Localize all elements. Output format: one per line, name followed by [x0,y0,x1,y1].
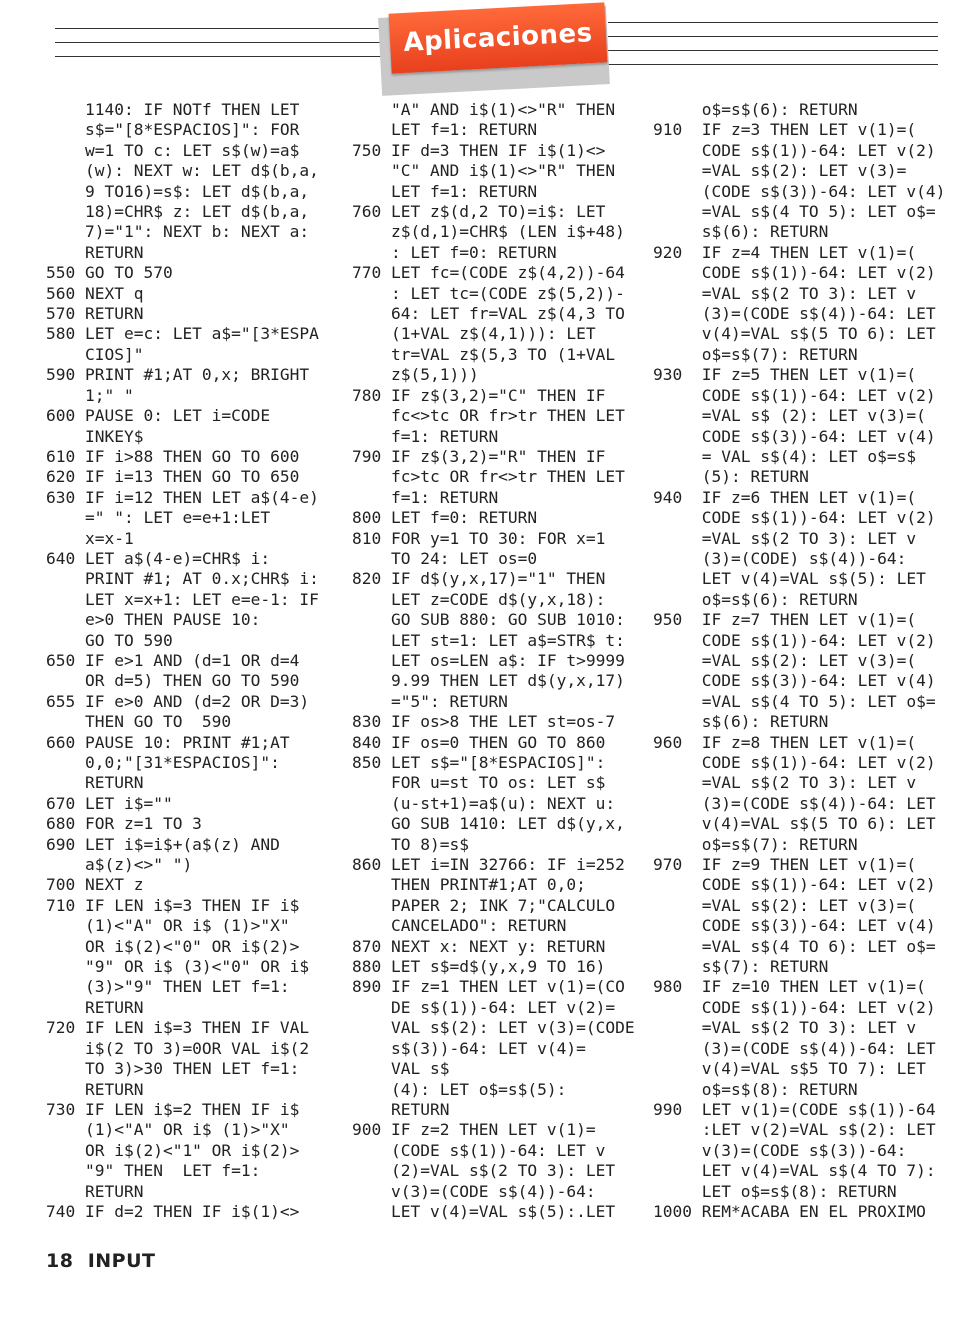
code-line: CIOS]" [46,344,144,364]
code-line: 980 IF z=10 THEN LET v(1)=( [653,977,926,997]
code-line: CODE s$(3))-64: LET v(4) [653,916,936,936]
code-line: s$(6): RETURN [653,712,829,732]
code-line: 610 IF i>88 THEN GO TO 600 [46,446,300,466]
code-line: INKEY$ [46,426,144,446]
code-line: 660 PAUSE 10: PRINT #1;AT [46,732,290,752]
header-rule-right-3 [608,50,938,51]
code-line: LET f=1: RETURN [352,120,538,140]
code-line: (w): NEXT w: LET d$(b,a, [46,161,319,181]
code-line: 64: LET fr=VAL z$(4,3 TO [352,304,625,324]
code-line: =VAL s$(4 TO 6): LET o$= [653,936,936,956]
code-line: FOR u=st TO os: LET s$ [352,773,606,793]
code-line: OR i$(2)<"0" OR i$(2)> [46,936,300,956]
code-line: (1)<"A" OR i$ (1)>"X" [46,1120,290,1140]
code-line: : LET f=0: RETURN [352,242,557,262]
header-rule-left-3 [55,56,390,57]
code-line: v(4)=VAL s$5 TO 7): LET [653,1059,926,1079]
code-line: 600 PAUSE 0: LET i=CODE [46,406,271,426]
code-line: 910 IF z=3 THEN LET v(1)=( [653,120,917,140]
code-line: :LET v(2)=VAL s$(2): LET [653,1120,936,1140]
code-line: 620 IF i=13 THEN GO TO 650 [46,467,300,487]
code-line: 930 IF z=5 THEN LET v(1)=( [653,365,917,385]
code-line: PRINT #1; AT 0.x;CHR$ i: [46,569,319,589]
section-title: Aplicaciones [402,18,594,58]
code-line: 920 IF z=4 THEN LET v(1)=( [653,242,917,262]
code-line: CODE s$(1))-64: LET v(2) [653,385,936,405]
code-line: 950 IF z=7 THEN LET v(1)=( [653,610,917,630]
code-line: e>0 THEN PAUSE 10: [46,610,261,630]
code-line: LET o$=s$(8): RETURN [653,1181,897,1201]
code-line: 970 IF z=9 THEN LET v(1)=( [653,855,917,875]
code-line: VAL s$(2): LET v(3)=(CODE [352,1018,635,1038]
code-line: 730 IF LEN i$=2 THEN IF i$ [46,1099,300,1119]
code-line: "9" THEN LET f=1: [46,1161,261,1181]
code-line: "9" OR i$ (3)<"0" OR i$ [46,957,310,977]
code-line: v(3)=(CODE s$(4))-64: [352,1181,596,1201]
code-line: (3)=(CODE s$(4))-64: LET [653,793,936,813]
code-line: z$(5,1))) [352,365,479,385]
code-line: 1000 REM*ACABA EN EL PROXIMO [653,1201,926,1221]
code-line: 940 IF z=6 THEN LET v(1)=( [653,487,917,507]
code-line: 810 FOR y=1 TO 30: FOR x=1 [352,528,606,548]
code-line: VAL s$ [352,1059,450,1079]
code-line: CODE s$(1))-64: LET v(2) [653,997,936,1017]
code-line: o$=s$(6): RETURN [653,100,858,119]
code-line: 790 IF z$(3,2)="R" THEN IF [352,446,606,466]
code-line: RETURN [46,1079,144,1099]
code-line: 0,0;"[31*ESPACIOS]": [46,753,280,772]
code-line: s$(6): RETURN [653,222,829,242]
code-line: fc<>tc OR fr>tr THEN LET [352,406,625,426]
code-line: (3)=(CODE s$(4))-64: LET [653,304,936,324]
code-line: CODE s$(1))-64: LET v(2) [653,875,936,895]
code-line: CODE s$(1))-64: LET v(2) [653,753,936,772]
code-line: : LET tc=(CODE z$(5,2))- [352,283,625,303]
code-line: ="5": RETURN [352,691,508,711]
code-line: 570 RETURN [46,304,144,324]
code-line: =VAL s$(2 TO 3): LET v [653,528,917,548]
code-line: 1140: IF NOTf THEN LET [46,100,300,119]
code-line: =VAL s$(2 TO 3): LET v [653,283,917,303]
code-line: RETURN [46,242,144,262]
code-line: LET x=x+1: LET e=e-1: IF [46,589,319,609]
code-line: THEN PRINT#1;AT 0,0; [352,875,586,895]
code-line: 800 LET f=0: RETURN [352,508,538,528]
code-line: CODE s$(3))-64: LET v(4) [653,671,936,691]
code-line: s$(3))-64: LET v(4)= [352,1038,586,1058]
code-line: 880 LET s$=d$(y,x,9 TO 16) [352,957,606,977]
code-line: =VAL s$(2 TO 3): LET v [653,1018,917,1038]
header-rule-left-1 [55,28,390,29]
code-line: "A" AND i$(1)<>"R" THEN [352,100,616,119]
code-line: 820 IF d$(y,x,17)="1" THEN [352,569,606,589]
code-line: CANCELADO": RETURN [352,916,567,936]
code-line: RETURN [46,773,144,793]
code-line: "C" AND i$(1)<>"R" THEN [352,161,616,181]
code-line: DE s$(1))-64: LET v(2)= [352,997,616,1017]
code-line: 720 IF LEN i$=3 THEN IF VAL [46,1018,310,1038]
code-line: RETURN [46,997,144,1017]
code-line: OR i$(2)<"1" OR i$(2)> [46,1140,300,1160]
code-line: =" ": LET e=e+1:LET [46,508,271,528]
code-line: (2)=VAL s$(2 TO 3): LET [352,1161,616,1181]
code-line: a$(z)<>" ") [46,855,193,875]
code-line: z$(d,1)=CHR$ (LEN i$+48) [352,222,625,242]
code-line: v(4)=VAL s$(5 TO 6): LET [653,814,936,834]
code-line: 690 LET i$=i$+(a$(z) AND [46,834,280,854]
code-line: tr=VAL z$(5,3 TO (1+VAL [352,344,616,364]
header-rule-right-4 [608,64,938,65]
code-line: 890 IF z=1 THEN LET v(1)=(CO [352,977,625,997]
header-rule-right-1 [608,22,938,23]
code-line: 990 LET v(1)=(CODE s$(1))-64 [653,1099,936,1119]
code-line: 590 PRINT #1;AT 0,x; BRIGHT [46,365,310,385]
section-banner [389,2,608,73]
code-line: 18)=CHR$ z: LET d$(b,a, [46,202,310,222]
code-line: 560 NEXT q [46,283,144,303]
code-line: GO SUB 1410: LET d$(y,x, [352,814,625,834]
page-footer [46,1250,155,1272]
code-line: v(3)=(CODE s$(3))-64: [653,1140,907,1160]
code-line: (1)<"A" OR i$ (1)>"X" [46,916,290,936]
code-line: (CODE s$(3))-64: LET v(4) [653,181,946,201]
code-line: o$=s$(7): RETURN [653,834,858,854]
code-line: =VAL s$(2): LET v(3)=( [653,650,917,670]
code-line: (1+VAL z$(4,1))): LET [352,324,596,344]
code-line: LET st=1: LET a$=STR$ t: [352,630,625,650]
code-line: 670 LET i$="" [46,793,173,813]
code-line: =VAL s$(4 TO 5): LET o$= [653,202,936,222]
code-line: 650 IF e>1 AND (d=1 OR d=4 [46,650,300,670]
code-line: RETURN [46,1181,144,1201]
listing-column-3 [653,100,945,1222]
code-line: (4): LET o$=s$(5): [352,1079,567,1099]
code-line: 770 LET fc=(CODE z$(4,2))-64 [352,263,625,283]
code-line: i$(2 TO 3)=0OR VAL i$(2 [46,1038,310,1058]
code-line: 750 IF d=3 THEN IF i$(1)<> [352,140,606,160]
code-line: x=x-1 [46,528,134,548]
code-line: LET v(4)=VAL s$(5):.LET [352,1201,616,1221]
code-line: LET f=1: RETURN [352,181,538,201]
page-number: 18 [46,1250,74,1272]
code-line: 630 IF i=12 THEN LET a$(4-e) [46,487,319,507]
code-line: CODE s$(1))-64: LET v(2) [653,508,936,528]
code-line: v(4)=VAL s$(5 TO 6): LET [653,324,936,344]
code-line: (CODE s$(1))-64: LET v [352,1140,606,1160]
code-line: w=1 TO c: LET s$(w)=a$ [46,140,300,160]
code-line: 860 LET i=IN 32766: IF i=252 [352,855,625,875]
code-line: TO 3)>30 THEN LET f=1: [46,1059,300,1079]
code-line: 550 GO TO 570 [46,263,173,283]
code-line: o$=s$(6): RETURN [653,589,858,609]
code-line: PAPER 2; INK 7;"CALCULO [352,895,616,915]
code-line: 580 LET e=c: LET a$="[3*ESPA [46,324,319,344]
code-line: 780 IF z$(3,2)="C" THEN IF [352,385,606,405]
code-line: 870 NEXT x: NEXT y: RETURN [352,936,606,956]
code-line: 900 IF z=2 THEN LET v(1)= [352,1120,596,1140]
code-line: 740 IF d=2 THEN IF i$(1)<> [46,1201,300,1221]
code-line: =VAL s$ (2): LET v(3)=( [653,406,926,426]
code-line: LET v(4)=VAL s$(5): LET [653,569,926,589]
code-line: THEN GO TO 590 [46,712,232,732]
code-line: 700 NEXT z [46,875,144,895]
code-line: 850 LET s$="[8*ESPACIOS]": [352,753,606,772]
code-line: 7)="1": NEXT b: NEXT a: [46,222,310,242]
code-line: 9.99 THEN LET d$(y,x,17) [352,671,625,691]
code-line: (u-st+1)=a$(u): NEXT u: [352,793,616,813]
header-rule-right-2 [608,36,938,37]
code-line: CODE s$(3))-64: LET v(4) [653,426,936,446]
code-line: LET z=CODE d$(y,x,18): [352,589,606,609]
code-line: 1;" " [46,385,134,405]
code-line: s$(7): RETURN [653,957,829,977]
code-line: CODE s$(1))-64: LET v(2) [653,263,936,283]
code-line: CODE s$(1))-64: LET v(2) [653,140,936,160]
code-line: TO 8)=s$ [352,834,469,854]
code-line: = VAL s$(4): LET o$=s$ [653,446,917,466]
listing-column-1 [46,100,319,1222]
code-line: GO TO 590 [46,630,173,650]
code-line: 840 IF os=0 THEN GO TO 860 [352,732,606,752]
header-rule-left-2 [55,42,390,43]
code-line: CODE s$(1))-64: LET v(2) [653,630,936,650]
code-line: LET os=LEN a$: IF t>9999 [352,650,625,670]
code-line: 655 IF e>0 AND (d=2 OR D=3) [46,691,310,711]
code-line: 960 IF z=8 THEN LET v(1)=( [653,732,917,752]
code-line: f=1: RETURN [352,487,499,507]
code-line: 710 IF LEN i$=3 THEN IF i$ [46,895,300,915]
listing-column-2 [352,100,635,1222]
code-line: OR d=5) THEN GO TO 590 [46,671,300,691]
code-line: fc>tc OR fr<>tr THEN LET [352,467,625,487]
code-line: =VAL s$(2): LET v(3)=( [653,895,917,915]
code-line: (3)>"9" THEN LET f=1: [46,977,290,997]
magazine-name: INPUT [87,1250,156,1272]
code-line: LET v(4)=VAL s$(4 TO 7): [653,1161,936,1181]
code-line: s$="[8*ESPACIOS]": FOR [46,120,300,140]
code-line: (3)=(CODE) s$(4))-64: [653,548,907,568]
code-line: 760 LET z$(d,2 TO)=i$: LET [352,202,606,222]
code-line: 680 FOR z=1 TO 3 [46,814,202,834]
code-line: =VAL s$(2): LET v(3)= [653,161,907,181]
code-line: f=1: RETURN [352,426,499,446]
code-line: 640 LET a$(4-e)=CHR$ i: [46,548,271,568]
code-line: 830 IF os>8 THE LET st=os-7 [352,712,616,732]
code-line: GO SUB 880: GO SUB 1010: [352,610,625,630]
code-line: (5): RETURN [653,467,809,487]
code-line: 9 TO16)=s$: LET d$(b,a, [46,181,310,201]
code-line: RETURN [352,1099,450,1119]
code-line: TO 24: LET os=0 [352,548,538,568]
code-line: (3)=(CODE s$(4))-64: LET [653,1038,936,1058]
code-line: o$=s$(8): RETURN [653,1079,858,1099]
code-line: =VAL s$(2 TO 3): LET v [653,773,917,793]
code-line: o$=s$(7): RETURN [653,344,858,364]
code-line: =VAL s$(4 TO 5): LET o$= [653,691,936,711]
